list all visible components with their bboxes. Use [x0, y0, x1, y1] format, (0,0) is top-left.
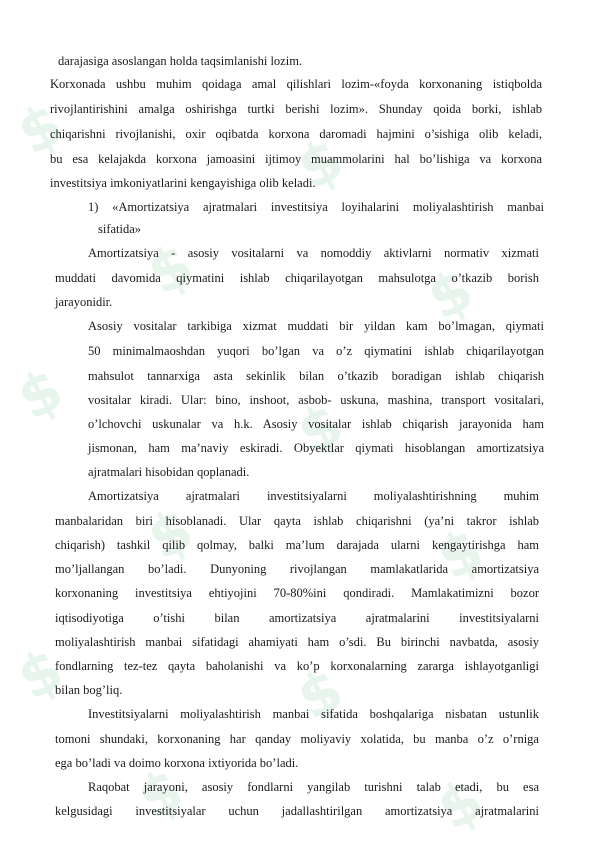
text-line: jarayonidir. [55, 295, 113, 309]
text-line: Korxonada ushbu muhim qoidaga amal qilishlari lozim-«foyda korxonaning istiqbolda [50, 77, 542, 91]
text-line: ajratmalari hisobidan qoplanadi. [88, 465, 250, 479]
text-line: moliyalashtirish manbai sifatidagi ahamiyati ham o’sdi. Bu birinchi navbatda, asosiy [55, 635, 539, 649]
text-line: muddati davomida qiymatini ishlab chiqarilayotgan mahsulotga o’tkazib borish [55, 271, 539, 285]
text-line: rivojlantirishini amalga oshirishga turtki berishi lozim». Shunday qoida borki, ishlab [50, 102, 542, 116]
text-line: manbalaridan biri hisoblanadi. Ular qayta ishlab chiqarishni (ya’ni takror ishlab [55, 514, 539, 528]
text-line: o’lchovchi uskunalar va h.k. Asosiy vositalar ishlab chiqarish jarayonida ham [88, 417, 544, 431]
text-line: mo’ljallangan bo’ladi. Dunyoning rivojlangan mamlakatlarida amortizatsiya [55, 562, 539, 576]
text-line: kelgusidagi investitsiyalar uchun jadallashtirilgan amortizatsiya ajratmalarini [55, 804, 539, 818]
text-line: darajasiga asoslangan holda taqsimlanishi lozim. [58, 54, 303, 68]
text-line: mahsulot tannarxiga asta sekinlik bilan o’tkazib boradigan ishlab chiqarish [88, 369, 544, 383]
dollar-watermark-icon: $ [286, 389, 354, 469]
text-line: fondlarning tez-tez qayta baholanishi va ko’p korxonalarning zararga ishlayotganligi [55, 659, 539, 673]
text-line: jismonan, ham ma’naviy eskiradi. Obyektlar qiymati hisoblangan amortizatsiya [88, 441, 544, 455]
text-line: investitsiya imkoniyatlarini kengayishiga olib keladi. [50, 176, 316, 190]
text-line: Asosiy vositalar tarkibiga xizmat muddati bir yildan kam bo’lmagan, qiymati [88, 319, 544, 333]
text-line: vositalar kiradi. Ular: bino, inshoot, asbob- uskuna, mashina, transport vositalari, [88, 393, 544, 407]
text-line: korxonaning investitsiya ehtiyojini 70-80%ini qondiradi. Mamlakatimizni bozor [55, 586, 539, 600]
section-heading: 1) «Amortizatsiya ajratmalari investitsiya loyihalarini moliyalashtirish manbai [88, 200, 544, 214]
text-line: 50 minimalmaoshdan yuqori bo’lgan va o’z qiymatini ishlab chiqarilayotgan [88, 344, 544, 358]
text-line: Amortizatsiya - asosiy vositalarni va nomoddiy aktivlarni normativ xizmati [88, 246, 539, 260]
section-heading: sifatida» [98, 222, 142, 236]
text-line: ega bo’ladi va doimo korxona ixtiyorida bo’ladi. [55, 756, 299, 770]
text-line: Amortizatsiya ajratmalari investitsiyalarni moliyalashtirishning muhim [88, 489, 539, 503]
dollar-watermark-icon: $ [136, 229, 204, 309]
text-line: tomoni shundaki, korxonaning har qanday moliyaviy xolatida, bu manba o’z o’rniga [55, 732, 539, 746]
text-line: bu esa kelajakda korxona jamoasini ijtimoy muammolarini hal bo’lishiga va korxona [50, 152, 542, 166]
text-line: Investitsiyalarni moliyalashtirish manbai sifatida boshqalariga nisbatan ustunlik [88, 707, 539, 721]
dollar-watermark-icon: $ [136, 494, 204, 574]
dollar-watermark-icon: $ [286, 654, 354, 734]
text-line: bilan bog’liq. [55, 683, 123, 697]
dollar-watermark-icon: $ [6, 634, 74, 714]
dollar-watermark-icon: $ [416, 254, 484, 334]
dollar-watermark-icon: $ [426, 764, 494, 844]
text-line: iqtisodiyotiga o’tishi bilan amortizatsiya ajratmalarini investitsiyalarni [55, 611, 539, 625]
dollar-watermark-icon: $ [286, 124, 354, 204]
text-line: Raqobat jarayoni, asosiy fondlarni yangilab turishni talab etadi, bu esa [88, 780, 539, 794]
text-line: chiqarishni rivojlanishi, oxir oqibatda korxona daromadi hajmini o’sishiga olib keladi, [50, 127, 542, 141]
dollar-watermark-icon: $ [126, 754, 194, 834]
dollar-watermark-icon: $ [6, 89, 74, 169]
text-line: chiqarish) tashkil qilib qolmay, balki ma’lum darajada ularni kengaytirishga ham [55, 538, 539, 552]
dollar-watermark-icon: $ [426, 514, 494, 594]
dollar-watermark-icon: $ [6, 354, 74, 434]
